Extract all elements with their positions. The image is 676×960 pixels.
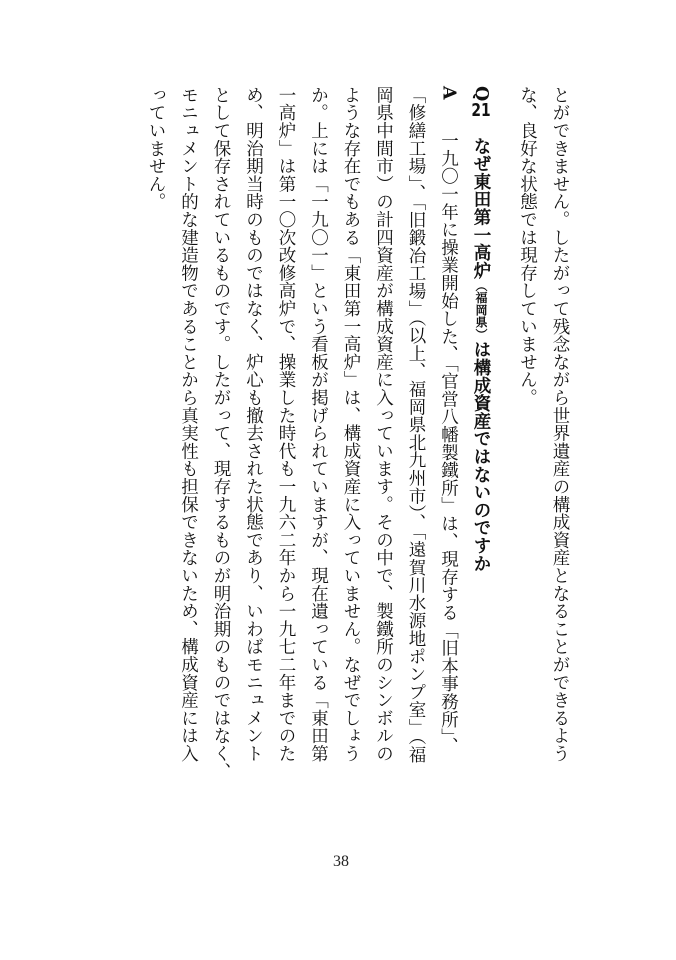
section-gap: [497, 86, 511, 846]
body-line: 一高炉」は第一〇次改修高炉で、操業した時代も一九六二年から一九七二年までのた: [276, 86, 296, 763]
question-label: Q: [471, 86, 491, 102]
body-line: とができません。したがって残念ながら世界遺産の構成資産となることができるよう: [550, 86, 570, 763]
body-line: 「修繕工場」、「旧鍛冶工場」（以上、福岡県北九州市）、「遠賀川水源地ポンプ室」（福: [406, 86, 426, 764]
answer-label: A: [438, 86, 459, 100]
body-line: 一九〇一年に操業開始した、「官営八幡製鐵所」は、現存する「旧本事務所」、: [438, 131, 459, 756]
body-line: として保存されているものです。したがって、現存するものが明治期のものではなく、: [211, 86, 231, 781]
question-heading: [465, 86, 498, 846]
body-line: 岡県中間市）の計四資産が構成資産に入っています。その中で、製鐵所のシンボルの: [373, 86, 394, 763]
vertical-text-body: [140, 86, 577, 846]
body-line: っていません。: [146, 86, 166, 211]
question-title: なぜ東田第一高炉: [471, 136, 491, 280]
answer-first-line: [432, 86, 465, 846]
body-line: な、良好な状態では現存していません。: [517, 86, 538, 407]
body-line: モニュメント的な建造物であることから真実性も担保できないため、構成資産には入: [178, 86, 199, 763]
page-number: 38: [333, 853, 349, 870]
question-number: 21: [471, 101, 491, 120]
body-line: め、明治期当時のものではなく、炉心も撤去された状態であり、いわばモニュメント: [243, 86, 264, 763]
body-line: か。上には「一九〇一」という看板が掲げられていますが、現在遺っている「東田第: [308, 86, 329, 763]
question-subtitle: （福岡県）: [474, 279, 488, 341]
body-line: ような存在でもある「東田第一高炉」は、構成資産に入っていません。なぜでしょう: [341, 86, 361, 763]
question-title-end: は構成資産ではないのですか: [471, 340, 491, 573]
